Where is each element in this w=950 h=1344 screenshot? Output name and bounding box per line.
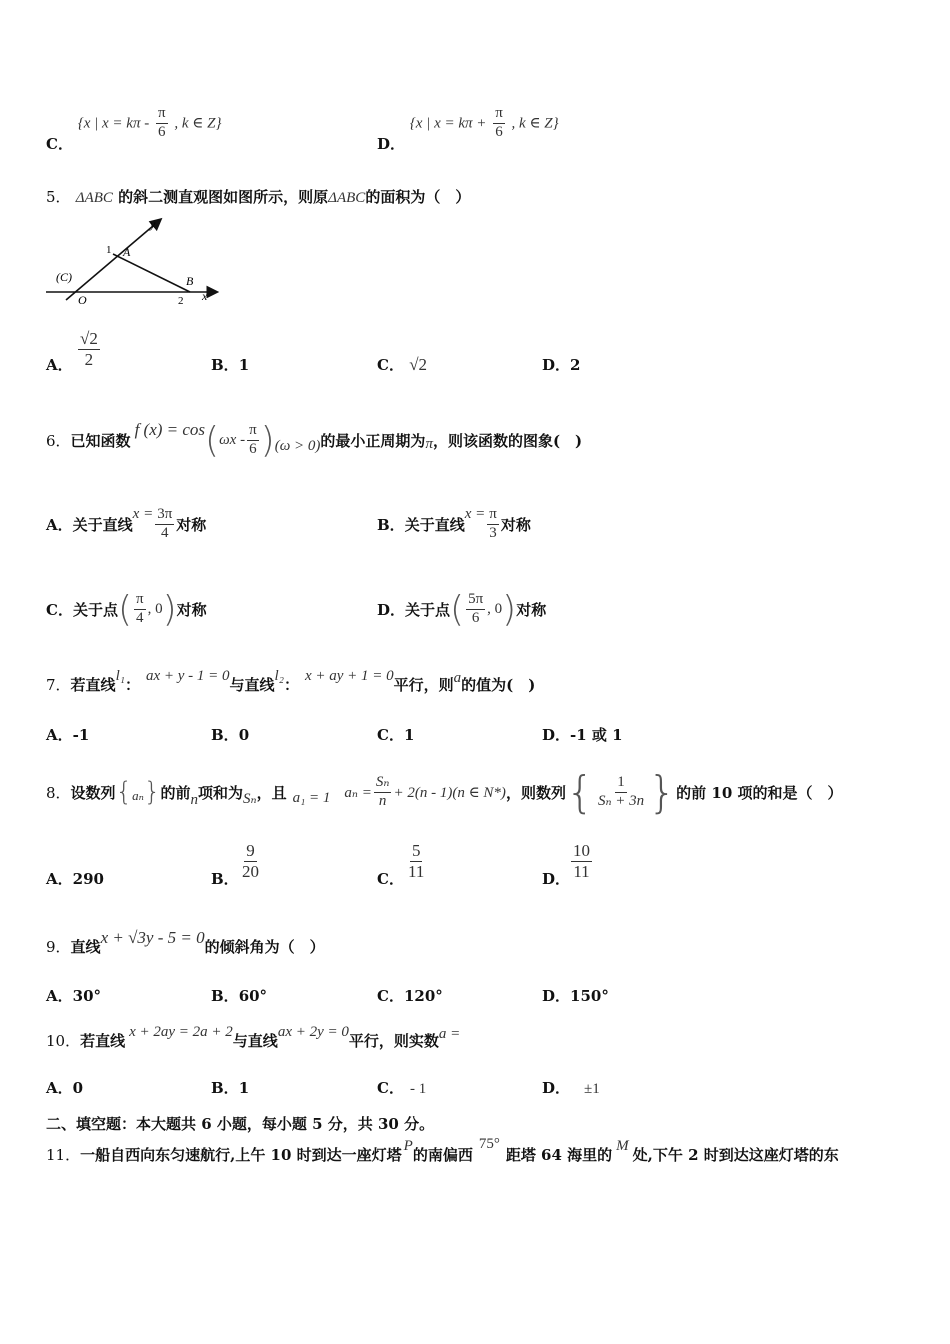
option-label: C． bbox=[377, 987, 404, 1005]
q8-option-c-label bbox=[377, 868, 404, 889]
q6-option-b bbox=[377, 496, 531, 552]
question-text-3: 距塔 64 海里的 bbox=[505, 1145, 613, 1164]
option-label: B． bbox=[211, 870, 239, 888]
option-label: D． bbox=[542, 726, 571, 744]
q9-option-d bbox=[542, 985, 609, 1006]
triangle-symbol: ΔABC bbox=[75, 190, 113, 206]
option-text-2: 对称 bbox=[176, 515, 207, 534]
section-title: 二、填空题：本大题共 6 小题，每小题 5 分，共 30 分。 bbox=[46, 1115, 435, 1133]
frac-den: 6 bbox=[158, 123, 166, 140]
option-label: A． bbox=[46, 515, 73, 534]
option-value: 0 bbox=[72, 1079, 84, 1097]
question-number: 11． bbox=[46, 1145, 81, 1164]
question-text-3: 项和为 bbox=[197, 783, 243, 802]
label-c: (C) bbox=[56, 270, 72, 284]
option-label: D． bbox=[542, 1079, 571, 1097]
option-label: B． bbox=[211, 726, 239, 744]
frac-den: 6 bbox=[249, 440, 257, 457]
question-text-2: 的倾斜角为（ ） bbox=[204, 937, 325, 956]
option-label: B． bbox=[211, 356, 239, 374]
lighthouse-p: P bbox=[403, 1137, 413, 1154]
frac-num: 5π bbox=[466, 592, 485, 610]
q9-option-a bbox=[46, 985, 101, 1006]
option-text: 关于直线 bbox=[404, 515, 465, 534]
q5-option-a bbox=[46, 354, 73, 375]
option-label: A． bbox=[46, 987, 73, 1005]
option-value: 60° bbox=[238, 987, 268, 1005]
frac-num: Sₙ bbox=[374, 775, 392, 793]
frac-den: 11 bbox=[408, 861, 425, 881]
q5-option-c bbox=[377, 354, 427, 375]
option-label: C． bbox=[377, 356, 404, 374]
set-expression: {x | x = kπ - bbox=[77, 115, 150, 132]
option-eq: x = bbox=[132, 505, 154, 522]
label-2: 2 bbox=[178, 295, 184, 307]
question-7 bbox=[46, 664, 535, 704]
option-label: C． bbox=[377, 1079, 404, 1097]
q4-option-c bbox=[46, 105, 222, 154]
option-label: A． bbox=[46, 870, 73, 888]
option-label: C． bbox=[377, 870, 404, 888]
question-text-2: 与直线 bbox=[229, 675, 275, 694]
frac-num: π bbox=[487, 507, 499, 525]
q10-option-c bbox=[377, 1077, 426, 1098]
q10-option-a bbox=[46, 1077, 83, 1098]
q10-option-b bbox=[211, 1077, 249, 1098]
q4-option-d bbox=[377, 105, 559, 154]
q7-option-b bbox=[211, 724, 249, 745]
frac-den: 6 bbox=[495, 123, 503, 140]
period-value: π bbox=[425, 435, 433, 452]
option-value: 120° bbox=[403, 987, 443, 1005]
q8-option-c-value bbox=[404, 842, 428, 881]
recurrence-lhs: aₙ = bbox=[344, 784, 372, 801]
question-text-2: 的最小正周期为 bbox=[320, 431, 426, 450]
angle-value: 75° bbox=[478, 1135, 500, 1152]
question-text: 直线 bbox=[70, 937, 101, 956]
q5-option-d bbox=[542, 354, 580, 375]
option-value: 290 bbox=[72, 870, 104, 888]
question-6: 6． 已知函数 f (x) = cos ( ωx - $\frac{\pi}{6}$ ) (ω > 0) 的最小正周期为 π ，则该函数的图象( ) bbox=[46, 419, 583, 461]
question-text: 设数列 bbox=[70, 783, 116, 802]
question-text-2: 与直线 bbox=[232, 1031, 278, 1050]
line-l2: l₂ bbox=[274, 667, 284, 684]
frac-num: 9 bbox=[246, 841, 255, 860]
function-inner: ωx - bbox=[219, 431, 246, 448]
sum-sn: Sₙ bbox=[242, 790, 257, 807]
question-number: 9． bbox=[46, 937, 71, 956]
q10-option-d bbox=[542, 1077, 600, 1098]
question-number: 10． bbox=[46, 1031, 81, 1050]
frac-den: 20 bbox=[242, 861, 259, 881]
option-label: D． bbox=[542, 987, 571, 1005]
question-text-3: ，则该函数的图象( ) bbox=[432, 431, 583, 450]
frac-den: 11 bbox=[573, 861, 590, 881]
question-number: 7． bbox=[46, 675, 71, 694]
q6-option-d: D． 关于点 ( $\frac{5\pi}{6}$ , 0 ) 对称 bbox=[377, 588, 547, 630]
question-text-4: 处,下午 2 时到达这座灯塔的东 bbox=[632, 1145, 839, 1164]
frac-den: 4 bbox=[160, 524, 169, 541]
question-text-2: 的前 bbox=[160, 783, 191, 802]
option-label: D． bbox=[542, 870, 571, 888]
q5-option-a-value bbox=[76, 330, 102, 369]
q9-option-b bbox=[211, 985, 267, 1006]
point-coord: , 0 bbox=[487, 600, 503, 617]
option-label: C． bbox=[377, 726, 404, 744]
question-text-3: 平行，则 bbox=[393, 675, 454, 694]
question-text: 的斜二测直观图如图所示，则原 bbox=[118, 188, 329, 206]
frac-num: 1 bbox=[615, 775, 627, 793]
option-value: 1 bbox=[238, 1079, 250, 1097]
question-text-5: ，则数列 bbox=[505, 783, 566, 802]
question-text: 若直线 bbox=[70, 675, 116, 694]
y-axis bbox=[66, 220, 160, 300]
question-text: 若直线 bbox=[80, 1031, 126, 1050]
option-text-2: 对称 bbox=[500, 515, 531, 534]
question-9 bbox=[46, 926, 325, 966]
frac-den: 6 bbox=[471, 609, 480, 626]
set-expression: {x | x = kπ + bbox=[409, 115, 487, 132]
question-text-3: 平行，则实数 bbox=[348, 1031, 439, 1050]
recurrence-rhs: + 2(n - 1)(n ∈ N*) bbox=[393, 784, 506, 801]
frac-num: π bbox=[156, 106, 168, 124]
option-text-2: 对称 bbox=[176, 600, 207, 619]
option-value: 0 bbox=[238, 726, 250, 744]
option-value: 30° bbox=[72, 987, 102, 1005]
option-text-2: 对称 bbox=[516, 600, 547, 619]
q7-option-a bbox=[46, 724, 89, 745]
option-text: 关于点 bbox=[405, 600, 451, 619]
option-label: B． bbox=[211, 987, 239, 1005]
option-eq: x = bbox=[464, 505, 486, 522]
frac-num: 10 bbox=[573, 841, 590, 860]
option-label: A． bbox=[46, 356, 73, 374]
frac-den: 4 bbox=[136, 609, 144, 626]
q7-option-c bbox=[377, 724, 414, 745]
question-text-2: 的南偏西 bbox=[412, 1145, 473, 1164]
frac-num: π bbox=[493, 106, 505, 124]
question-5 bbox=[46, 186, 910, 207]
question-10 bbox=[46, 1020, 460, 1060]
point-m: M bbox=[616, 1137, 629, 1154]
variable-a: a bbox=[453, 669, 462, 686]
first-term: a₁ = 1 bbox=[292, 789, 331, 806]
n-var: n bbox=[190, 791, 198, 808]
option-value: 1 bbox=[238, 356, 250, 374]
question-8: 8． 设数列 { aₙ } 的前 n 项和为 Sₙ ，且 a₁ = 1 aₙ = $\frac{\text{Sₙ}}{n}$ + 2(n - 1)(n ∈ N*) ，则数列 { $\frac{1}{\text{Sₙ + 3n}}$ } 的前 10 项的和是（ ） bbox=[46, 766, 843, 818]
frac-den: 2 bbox=[84, 349, 94, 369]
option-label: D． bbox=[377, 600, 406, 619]
line-eq-2: x + ay + 1 = 0 bbox=[304, 667, 394, 684]
q8-option-b-value bbox=[238, 842, 263, 881]
line-eq-2: ax + 2y = 0 bbox=[277, 1023, 349, 1040]
option-value: -1 bbox=[72, 726, 90, 744]
segment-ab bbox=[113, 254, 190, 292]
frac-num: 5 bbox=[411, 841, 421, 860]
option-value: -1 或 1 bbox=[570, 726, 623, 744]
frac-num: π bbox=[134, 592, 146, 610]
option-label: C． bbox=[46, 135, 73, 154]
option-value: 150° bbox=[570, 987, 609, 1005]
omega-condition: (ω > 0) bbox=[274, 437, 321, 454]
label-b: B bbox=[186, 274, 194, 288]
q8-option-a bbox=[46, 868, 104, 889]
option-value: - 1 bbox=[409, 1081, 427, 1097]
q8-option-b-label bbox=[211, 868, 239, 889]
label-o: O bbox=[78, 293, 87, 307]
option-label: D． bbox=[542, 356, 571, 374]
option-label: A． bbox=[46, 726, 73, 744]
triangle-symbol-2: ΔABC bbox=[328, 190, 366, 206]
question-text-4: 的值为( ) bbox=[461, 675, 536, 694]
point-coord: , 0 bbox=[147, 600, 163, 617]
question-11 bbox=[46, 1132, 839, 1176]
label-x: x bbox=[202, 289, 208, 303]
line-eq-1: ax + y - 1 = 0 bbox=[145, 667, 230, 684]
question-number: 5． bbox=[46, 188, 71, 206]
frac-den: 3 bbox=[489, 524, 497, 541]
option-text: 关于点 bbox=[72, 600, 118, 619]
q7-option-d bbox=[542, 724, 623, 745]
q6-option-c: C． 关于点 ( $\frac{\pi}{4}$ , 0 ) 对称 bbox=[46, 588, 207, 630]
q9-option-c bbox=[377, 985, 443, 1006]
line-equation: x + √3y - 5 = 0 bbox=[100, 928, 205, 947]
frac-num: 3π bbox=[155, 507, 174, 525]
question-text-6: 的前 10 项的和是（ ） bbox=[676, 783, 843, 802]
q8-option-d-value bbox=[569, 842, 594, 881]
function-expr: f (x) = cos bbox=[134, 420, 206, 439]
q8-option-d-label bbox=[542, 868, 570, 889]
label-a: A bbox=[123, 245, 131, 259]
option-value: 1 bbox=[403, 726, 415, 744]
question-text-2: 的面积为（ ） bbox=[365, 188, 471, 206]
frac-num: π bbox=[247, 423, 259, 441]
q6-option-a bbox=[46, 496, 206, 552]
oblique-figure bbox=[44, 214, 224, 310]
set-expression-tail: , k ∈ Z} bbox=[511, 115, 559, 132]
line-l1: l₁ bbox=[115, 667, 125, 684]
frac-den: Sₙ + 3n bbox=[597, 792, 645, 809]
colon-2: ： bbox=[283, 675, 299, 694]
variable-a: a = bbox=[438, 1025, 461, 1042]
frac-num: √2 bbox=[80, 329, 98, 348]
sequence-a: aₙ bbox=[132, 788, 144, 803]
question-number: 6． bbox=[46, 431, 71, 450]
option-label: C． bbox=[46, 600, 73, 619]
option-label: A． bbox=[46, 1079, 73, 1097]
label-1: 1 bbox=[106, 244, 112, 256]
label-y: y bbox=[150, 217, 156, 231]
option-value: ±1 bbox=[584, 1081, 600, 1097]
option-label: B． bbox=[211, 1079, 239, 1097]
frac-den: n bbox=[378, 792, 387, 809]
option-value: √2 bbox=[409, 355, 428, 374]
option-label: D． bbox=[377, 135, 406, 154]
question-text: 一船自西向东匀速航行,上午 10 时到达一座灯塔 bbox=[80, 1145, 402, 1164]
option-value: 2 bbox=[570, 356, 581, 374]
option-text: 关于直线 bbox=[72, 515, 133, 534]
set-expression-tail: , k ∈ Z} bbox=[174, 115, 222, 132]
option-label: B． bbox=[377, 515, 405, 534]
question-text: 已知函数 bbox=[70, 431, 131, 450]
colon: ： bbox=[124, 675, 140, 694]
question-number: 8． bbox=[46, 783, 71, 802]
line-eq-1: x + 2ay = 2a + 2 bbox=[129, 1023, 233, 1040]
question-text-4: ，且 bbox=[256, 783, 287, 802]
q5-option-b bbox=[211, 354, 249, 375]
